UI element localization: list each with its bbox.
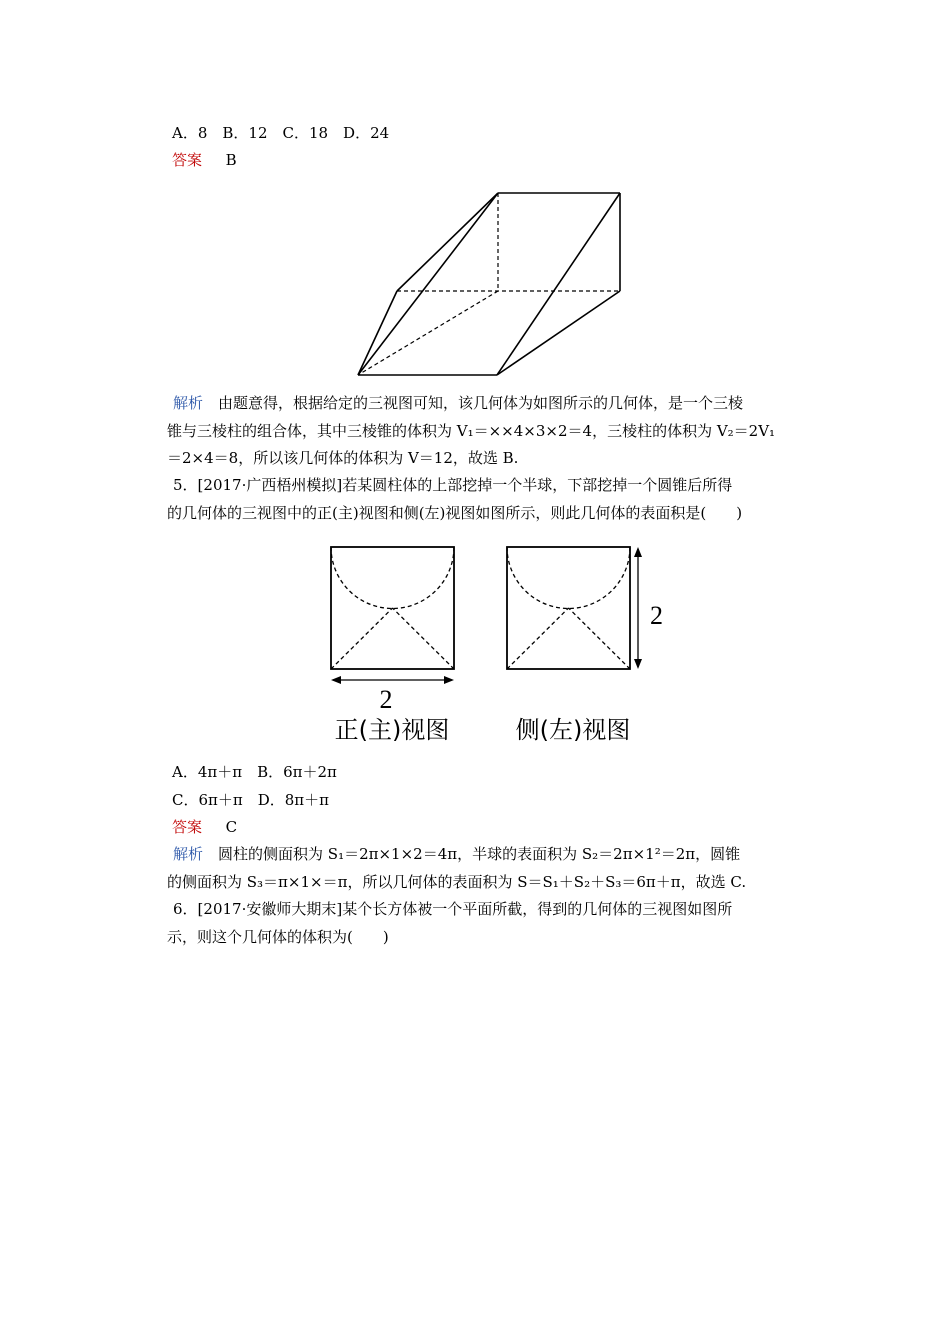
q4-answer-label: 答案 [172,151,203,169]
q4-analysis-line-3: ＝2×4＝8，所以该几何体的体积为 V＝12，故选 B. [167,449,519,467]
q5-three-view-figure [315,535,675,757]
q4-analysis [167,390,812,473]
q5-analysis-label: 解析 [173,845,204,863]
side-view [507,547,642,669]
q5-answer-label: 答案 [172,818,203,836]
q5-analysis-text-1: 圆柱的侧面积为 S₁＝2π×1×2＝4π，半球的表面积为 S₂＝2π×1²＝2π，圆锥 [218,845,741,863]
q5-stem [167,472,812,527]
q5-options-ab: A．4π＋π B．6π＋2π [172,763,337,781]
q4-answer-value: B [225,151,237,169]
q4-analysis-line-1 [167,390,812,418]
side-view-dimension: 2 [650,601,663,630]
q5-answer [172,817,237,837]
q5-options-cd: C．6π＋π D．8π＋π [172,791,330,809]
front-view-dimension: 2 [379,685,393,714]
q4-analysis-text-1: 由题意得，根据给定的三视图可知，该几何体为如图所示的几何体，是一个三棱 [218,394,744,412]
side-view-caption: 侧(左)视图 [515,716,631,744]
q5-stem-line-1: 5．[2017·广西梧州模拟]若某圆柱体的上部挖掉一个半球，下部挖掉一个圆锥后所得 [173,476,733,494]
q5-stem-line-2: 的几何体的三视图中的正(主)视图和侧(左)视图如图所示，则此几何体的表面积是( ) [167,503,743,522]
q5-answer-value: C [225,818,238,836]
q4-answer [172,150,237,170]
q5-analysis [167,841,812,896]
q4-analysis-label: 解析 [173,394,204,412]
q4-options: A．8 B．12 C．18 D．24 [172,124,390,142]
q5-analysis-line-1 [167,841,812,869]
q6-stem [167,896,812,951]
front-view [331,547,454,684]
front-view-caption: 正(主)视图 [334,716,450,744]
q4-solid-figure [345,180,650,380]
q5-analysis-line-2: 的侧面积为 S₃＝π×1×＝π，所以几何体的表面积为 S＝S₁＋S₂＋S₃＝6π＋π，故选 C. [167,872,747,891]
q4-analysis-line-2: 锥与三棱柱的组合体，其中三棱锥的体积为 V₁＝××4×3×2＝4，三棱柱的体积为 V₂＝2V₁ [167,421,776,440]
q6-stem-line-1: 6．[2017·安徽师大期末]某个长方体被一个平面所截，得到的几何体的三视图如图所 [173,900,733,918]
q6-stem-line-2: 示，则这个几何体的体积为( ) [167,927,389,946]
